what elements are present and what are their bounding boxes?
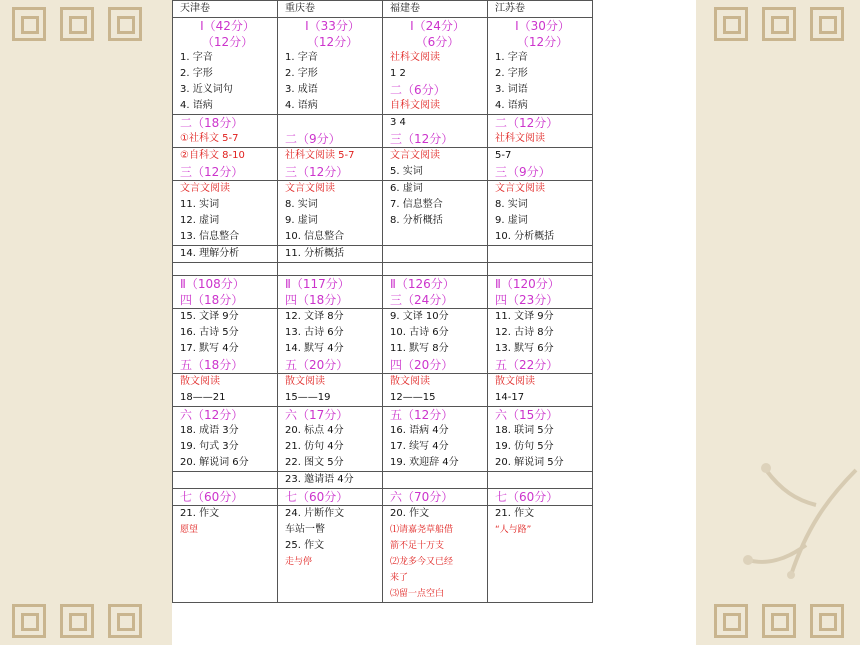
cell-line bbox=[495, 246, 590, 262]
table-cell bbox=[383, 115, 488, 148]
table-cell bbox=[488, 489, 593, 506]
cell-line: 五（22分） bbox=[495, 358, 559, 372]
cell-line: 18. 成语 3分 bbox=[180, 425, 239, 436]
cell-line: Ⅰ（24分） bbox=[410, 19, 465, 33]
table-row bbox=[173, 309, 593, 374]
cell-line: 10. 信息整合 bbox=[285, 231, 345, 242]
cell-line: 15——19 bbox=[285, 392, 331, 403]
cell-line: （12分） bbox=[306, 35, 359, 49]
table-cell bbox=[278, 309, 383, 374]
cell-line: 8. 实词 bbox=[495, 199, 528, 210]
cell-line bbox=[390, 246, 485, 262]
table-cell bbox=[488, 115, 593, 148]
cell-line bbox=[285, 263, 380, 275]
exam-structure-panel bbox=[172, 0, 696, 645]
cell-line: ⑶留一点空白 bbox=[390, 589, 445, 599]
table-row bbox=[173, 246, 593, 263]
table-cell bbox=[383, 148, 488, 181]
table-row bbox=[173, 181, 593, 246]
cell-line: 19. 欢迎辞 4分 bbox=[390, 457, 459, 468]
cell-line: 12. 虚词 bbox=[180, 215, 220, 226]
cell-line: 20. 标点 4分 bbox=[285, 425, 344, 436]
cell-line: 14. 默写 4分 bbox=[285, 343, 344, 354]
cell-line: 19. 句式 3分 bbox=[180, 441, 239, 452]
cell-line: 25. 作文 bbox=[285, 540, 325, 551]
table-cell bbox=[173, 506, 278, 603]
cell-line: 24. 片断作文 bbox=[285, 508, 345, 519]
table-cell bbox=[278, 115, 383, 148]
cell-line: 13. 信息整合 bbox=[180, 231, 240, 242]
table-cell bbox=[173, 148, 278, 181]
separator-row bbox=[173, 263, 593, 276]
cell-line: 2. 字形 bbox=[495, 68, 528, 79]
fret-ornament bbox=[60, 604, 94, 638]
cell-line: （6分） bbox=[415, 35, 460, 49]
cell-line bbox=[285, 115, 380, 131]
column-header: 福建卷 bbox=[383, 1, 488, 18]
cell-line: 三（12分） bbox=[390, 132, 454, 146]
cell-line: 9. 文译 10分 bbox=[390, 311, 449, 322]
cell-line: 六（12分） bbox=[180, 408, 244, 422]
cell-line: 14. 理解分析 bbox=[180, 248, 240, 259]
table-cell bbox=[173, 472, 278, 489]
cell-line: 三（12分） bbox=[285, 165, 349, 179]
fret-ornament bbox=[60, 7, 94, 41]
table-cell bbox=[278, 148, 383, 181]
table-row bbox=[173, 115, 593, 148]
cell-line: 1. 字音 bbox=[180, 52, 213, 63]
table-row bbox=[173, 148, 593, 181]
cell-line: （12分） bbox=[516, 35, 569, 49]
cell-line: 12——15 bbox=[390, 392, 436, 403]
cell-line: （12分） bbox=[201, 35, 254, 49]
table-row bbox=[173, 18, 593, 115]
cell-line: 16. 古诗 5分 bbox=[180, 327, 239, 338]
table-cell bbox=[278, 489, 383, 506]
cell-line: 16. 语病 4分 bbox=[390, 425, 449, 436]
table-cell bbox=[488, 263, 593, 276]
cell-line: 18. 联词 5分 bbox=[495, 425, 554, 436]
cell-line: 六（70分） bbox=[390, 490, 454, 504]
table-cell bbox=[383, 18, 488, 115]
cell-line: 18——21 bbox=[180, 392, 226, 403]
table-cell bbox=[488, 309, 593, 374]
cell-line bbox=[390, 472, 485, 488]
table-cell bbox=[278, 181, 383, 246]
cell-line: ⑴请嘉尧草船借 bbox=[390, 525, 454, 535]
cell-line: 社科文阅读 5-7 bbox=[285, 150, 355, 161]
column-header: 重庆卷 bbox=[278, 1, 383, 18]
cell-line bbox=[390, 229, 485, 245]
table-cell bbox=[383, 309, 488, 374]
cell-line: 17. 默写 4分 bbox=[180, 343, 239, 354]
cell-line: 13. 古诗 6分 bbox=[285, 327, 344, 338]
cell-line: ⑵龙多今又已经 bbox=[390, 557, 454, 567]
table-cell bbox=[173, 115, 278, 148]
header-row bbox=[173, 1, 593, 18]
table-cell bbox=[173, 309, 278, 374]
cell-line: 4. 语病 bbox=[495, 100, 528, 111]
column-header: 天津卷 bbox=[173, 1, 278, 18]
cell-line: 6. 虚词 bbox=[390, 183, 423, 194]
table-cell bbox=[383, 407, 488, 472]
cell-line: 四（23分） bbox=[495, 293, 559, 307]
table-cell bbox=[383, 506, 488, 603]
cell-line: Ⅰ（42分） bbox=[200, 19, 255, 33]
cell-line: 2. 字形 bbox=[285, 68, 318, 79]
cell-line: 9. 虚词 bbox=[285, 215, 318, 226]
table-cell bbox=[173, 263, 278, 276]
cell-line: 12. 古诗 8分 bbox=[495, 327, 554, 338]
cell-line: 车站一瞥 bbox=[285, 524, 325, 535]
right-decorative-border bbox=[696, 0, 860, 645]
fret-ornament bbox=[108, 604, 142, 638]
cell-line: 10. 分析概括 bbox=[495, 231, 555, 242]
table-cell bbox=[278, 18, 383, 115]
table-cell bbox=[173, 246, 278, 263]
cell-line: 11. 分析概括 bbox=[285, 248, 345, 259]
cell-line: 二（6分） bbox=[390, 83, 446, 97]
table-row bbox=[173, 407, 593, 472]
cell-line: 五（20分） bbox=[285, 358, 349, 372]
cell-line: 2. 字形 bbox=[180, 68, 213, 79]
cell-line: 21. 作文 bbox=[495, 508, 535, 519]
cell-line: 二（9分） bbox=[285, 132, 341, 146]
table-cell bbox=[488, 407, 593, 472]
cell-line: 10. 古诗 6分 bbox=[390, 327, 449, 338]
cell-line: 1 2 bbox=[390, 68, 406, 79]
table-cell bbox=[383, 472, 488, 489]
top-fret-band bbox=[0, 0, 172, 48]
plum-branch-illustration bbox=[696, 0, 860, 645]
cell-line: 1. 字音 bbox=[285, 52, 318, 63]
cell-line: 三（24分） bbox=[390, 293, 454, 307]
cell-line: 七（60分） bbox=[180, 490, 244, 504]
cell-line: 3 4 bbox=[390, 117, 406, 128]
cell-line: 三（9分） bbox=[495, 165, 551, 179]
fret-ornament bbox=[12, 7, 46, 41]
cell-line: 20. 解说词 5分 bbox=[495, 457, 564, 468]
table-cell bbox=[488, 472, 593, 489]
cell-line: 17. 续写 4分 bbox=[390, 441, 449, 452]
cell-line: 14-17 bbox=[495, 392, 525, 403]
table-cell bbox=[278, 263, 383, 276]
cell-line: 二（18分） bbox=[180, 116, 244, 130]
left-decorative-border bbox=[0, 0, 172, 645]
table-cell bbox=[488, 181, 593, 246]
cell-line: Ⅱ（126分） bbox=[390, 277, 455, 291]
cell-line bbox=[390, 263, 485, 275]
table-cell bbox=[173, 489, 278, 506]
cell-line: 1. 字音 bbox=[495, 52, 528, 63]
cell-line: 社科文阅读 bbox=[495, 133, 545, 144]
cell-line: 自科文阅读 bbox=[390, 100, 440, 111]
cell-line: 11. 默写 8分 bbox=[390, 343, 449, 354]
cell-line: 愿望 bbox=[180, 525, 199, 535]
table-cell bbox=[278, 246, 383, 263]
table-cell bbox=[173, 407, 278, 472]
cell-line: 来了 bbox=[390, 573, 409, 583]
fret-ornament bbox=[108, 7, 142, 41]
fret-ornament bbox=[12, 604, 46, 638]
table-row bbox=[173, 489, 593, 506]
cell-line: 3. 成语 bbox=[285, 84, 318, 95]
table-cell bbox=[173, 374, 278, 407]
cell-line: 20. 作文 bbox=[390, 508, 430, 519]
cell-line: 20. 解说词 6分 bbox=[180, 457, 249, 468]
table-cell bbox=[173, 181, 278, 246]
table-cell bbox=[488, 374, 593, 407]
column-header: 江苏卷 bbox=[488, 1, 593, 18]
cell-line: 散文阅读 bbox=[180, 376, 220, 387]
table-row bbox=[173, 472, 593, 489]
cell-line: 13. 默写 6分 bbox=[495, 343, 554, 354]
cell-line: 箭不足十万支 bbox=[390, 541, 445, 551]
cell-line: 七（60分） bbox=[495, 490, 559, 504]
cell-line: 5-7 bbox=[495, 150, 512, 161]
cell-line: 二（12分） bbox=[495, 116, 559, 130]
cell-line: 21. 作文 bbox=[180, 508, 220, 519]
cell-line: 4. 语病 bbox=[285, 100, 318, 111]
cell-line: 七（60分） bbox=[285, 490, 349, 504]
cell-line: ②自科文 8-10 bbox=[180, 150, 245, 161]
table-cell bbox=[488, 276, 593, 309]
cell-line: ①社科文 5-7 bbox=[180, 133, 239, 144]
table-row bbox=[173, 506, 593, 603]
cell-line: Ⅱ（108分） bbox=[180, 277, 245, 291]
cell-line: 文言文阅读 bbox=[285, 183, 335, 194]
table-cell bbox=[488, 506, 593, 603]
table-cell bbox=[278, 276, 383, 309]
cell-line: 15. 文译 9分 bbox=[180, 311, 239, 322]
cell-line: 三（12分） bbox=[180, 165, 244, 179]
cell-line: 四（20分） bbox=[390, 358, 454, 372]
cell-line bbox=[495, 263, 590, 275]
table-cell bbox=[278, 472, 383, 489]
cell-line: 7. 信息整合 bbox=[390, 199, 443, 210]
table-cell bbox=[383, 181, 488, 246]
table-cell bbox=[278, 407, 383, 472]
cell-line: 散文阅读 bbox=[285, 376, 325, 387]
cell-line: Ⅱ（117分） bbox=[285, 277, 350, 291]
bottom-fret-band bbox=[0, 597, 172, 645]
cell-line: 11. 文译 9分 bbox=[495, 311, 554, 322]
table-row bbox=[173, 374, 593, 407]
table-cell bbox=[488, 246, 593, 263]
cell-line: 8. 实词 bbox=[285, 199, 318, 210]
table-cell bbox=[383, 263, 488, 276]
cell-line: 11. 实词 bbox=[180, 199, 220, 210]
cell-line: Ⅰ（33分） bbox=[305, 19, 360, 33]
table-body bbox=[173, 18, 593, 603]
cell-line: 四（18分） bbox=[180, 293, 244, 307]
cell-line: 六（17分） bbox=[285, 408, 349, 422]
cell-line: 走与停 bbox=[285, 557, 313, 567]
cell-line bbox=[495, 472, 590, 488]
cell-line: 文言文阅读 bbox=[180, 183, 230, 194]
cell-line: 5. 实词 bbox=[390, 166, 423, 177]
cell-line: 六（15分） bbox=[495, 408, 559, 422]
cell-line: “人与路” bbox=[495, 525, 532, 535]
table-cell bbox=[173, 18, 278, 115]
cell-line: 9. 虚词 bbox=[495, 215, 528, 226]
cell-line bbox=[180, 263, 275, 275]
cell-line: 22. 图文 5分 bbox=[285, 457, 344, 468]
table-cell bbox=[488, 148, 593, 181]
cell-line: 19. 仿句 5分 bbox=[495, 441, 554, 452]
cell-line: 8. 分析概括 bbox=[390, 215, 443, 226]
cell-line: 四（18分） bbox=[285, 293, 349, 307]
cell-line bbox=[180, 472, 275, 488]
table-cell bbox=[383, 489, 488, 506]
cell-line: Ⅱ（120分） bbox=[495, 277, 560, 291]
cell-line: 五（18分） bbox=[180, 358, 244, 372]
cell-line: 23. 邀请语 4分 bbox=[285, 474, 354, 485]
table-cell bbox=[383, 374, 488, 407]
table-cell bbox=[383, 246, 488, 263]
cell-line: 4. 语病 bbox=[180, 100, 213, 111]
table-cell bbox=[383, 276, 488, 309]
cell-line: 散文阅读 bbox=[495, 376, 535, 387]
cell-line: 21. 仿句 4分 bbox=[285, 441, 344, 452]
table-cell bbox=[278, 506, 383, 603]
cell-line: 3. 词语 bbox=[495, 84, 528, 95]
cell-line: 12. 文译 8分 bbox=[285, 311, 344, 322]
cell-line: 散文阅读 bbox=[390, 376, 430, 387]
cell-line: 3. 近义词句 bbox=[180, 84, 233, 95]
cell-line: Ⅰ（30分） bbox=[515, 19, 570, 33]
table-row bbox=[173, 276, 593, 309]
cell-line: 文言文阅读 bbox=[390, 150, 440, 161]
cell-line: 文言文阅读 bbox=[495, 183, 545, 194]
cell-line: 社科文阅读 bbox=[390, 52, 440, 63]
table-cell bbox=[278, 374, 383, 407]
exam-comparison-table bbox=[172, 0, 593, 603]
table-cell bbox=[488, 18, 593, 115]
table-cell bbox=[173, 276, 278, 309]
cell-line: 五（12分） bbox=[390, 408, 454, 422]
